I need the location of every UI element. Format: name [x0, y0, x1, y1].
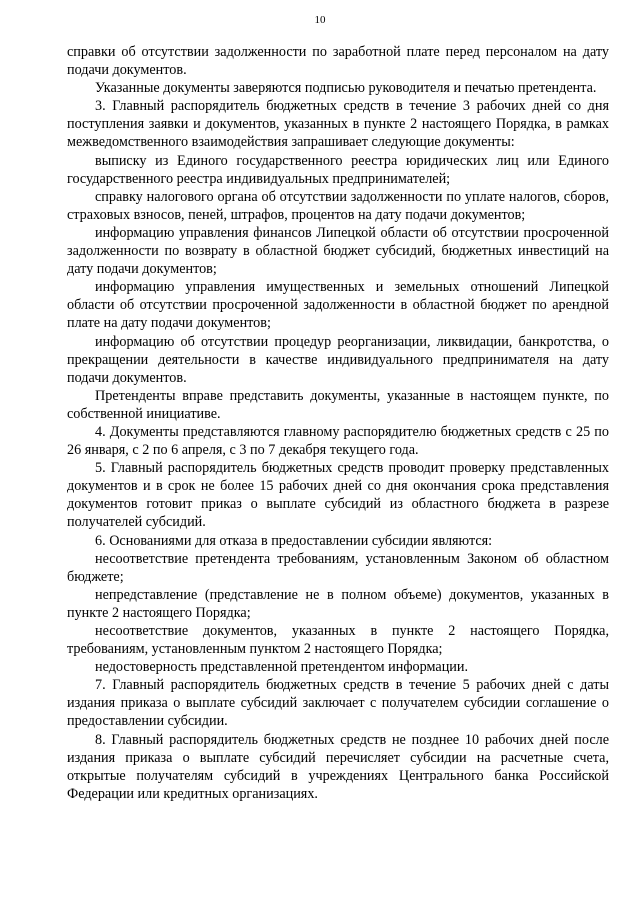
paragraph-refusal-reason-3: несоответствие документов, указанных в пункте 2 настоящего Порядка, требованиям, установленным пунктом 2 настоящего Порядка; — [67, 623, 609, 658]
paragraph-own-initiative: Претенденты вправе представить документы, указанные в настоящем пункте, по собственной инициативе. — [67, 387, 609, 422]
paragraph-item-7: 7. Главный распорядитель бюджетных средств в течение 5 рабочих дней с даты издания приказа о выплате субсидий заключает с получателем субсидии соглашение о предоставлении субсидии. — [67, 677, 609, 730]
paragraph-certificate-continuation: справки об отсутствии задолженности по заработной плате перед персоналом на дату подачи документов. — [67, 44, 609, 79]
paragraph-item-5: 5. Главный распорядитель бюджетных средств проводит проверку представленных документов и в срок не более 15 рабочих дней со дня окончания срока представления документов готовит приказ о выплате субсидий из областного бюджета в разрезе получателей субсидий. — [67, 460, 609, 531]
paragraph-item-6: 6. Основаниями для отказа в предоставлении субсидии являются: — [95, 532, 493, 549]
paragraph-tax-certificate: справку налогового органа об отсутствии задолженности по уплате налогов, сборов, страховых взносов, пеней, штрафов, процентов на дату подачи документов; — [67, 188, 609, 223]
paragraph-registry-extract: выписку из Единого государственного реестра юридических лиц или Единого государственного реестра индивидуальных предпринимателей; — [67, 152, 609, 187]
paragraph-refusal-reason-4: недостоверность представленной претендентом информации. — [95, 659, 469, 676]
paragraph-certification-note: Указанные документы заверяются подписью руководителя и печатью претендента. — [95, 80, 597, 97]
page-number: 10 — [314, 14, 326, 26]
paragraph-item-4: 4. Документы представляются главному распорядителю бюджетных средств с 25 по 26 января, с 2 по 6 апреля, с 3 по 7 декабря текущего года. — [67, 423, 609, 459]
document-body — [67, 43, 609, 803]
paragraph-property-info: информацию управления имущественных и земельных отношений Липецкой области об отсутствии просроченной задолженности в областной бюджет по арендной плате на дату подачи документов; — [67, 279, 609, 332]
paragraph-item-8: 8. Главный распорядитель бюджетных средств не позднее 10 рабочих дней после издания приказа о выплате субсидий перечисляет субсидии на расчетные счета, открытые получателям субсидий в учреждениях Центрального банка Российской Федерации или кредитных организациях. — [67, 731, 609, 802]
paragraph-finance-info: информацию управления финансов Липецкой области об отсутствии просроченной задолженности по возврату в областной бюджет субсидий, бюджетных инвестиций на дату подачи документов; — [67, 224, 609, 278]
paragraph-reorganization-info: информацию об отсутствии процедур реорганизации, ликвидации, банкротства, о прекращении деятельности в качестве индивидуального предпринимателя на дату подачи документов. — [67, 333, 609, 386]
paragraph-refusal-reason-2: непредставление (представление не в полном объеме) документов, указанных в пункте 2 настоящего Порядка; — [67, 586, 609, 621]
paragraph-item-3: 3. Главный распорядитель бюджетных средств в течение 3 рабочих дней со дня поступления заявки и документов, указанных в пункте 2 настоящего Порядка, в рамках межведомственного взаимодействия запрашивает следующие документы: — [67, 98, 609, 151]
paragraph-refusal-reason-1: несоответствие претендента требованиям, установленным Законом об областном бюджете; — [67, 550, 609, 585]
